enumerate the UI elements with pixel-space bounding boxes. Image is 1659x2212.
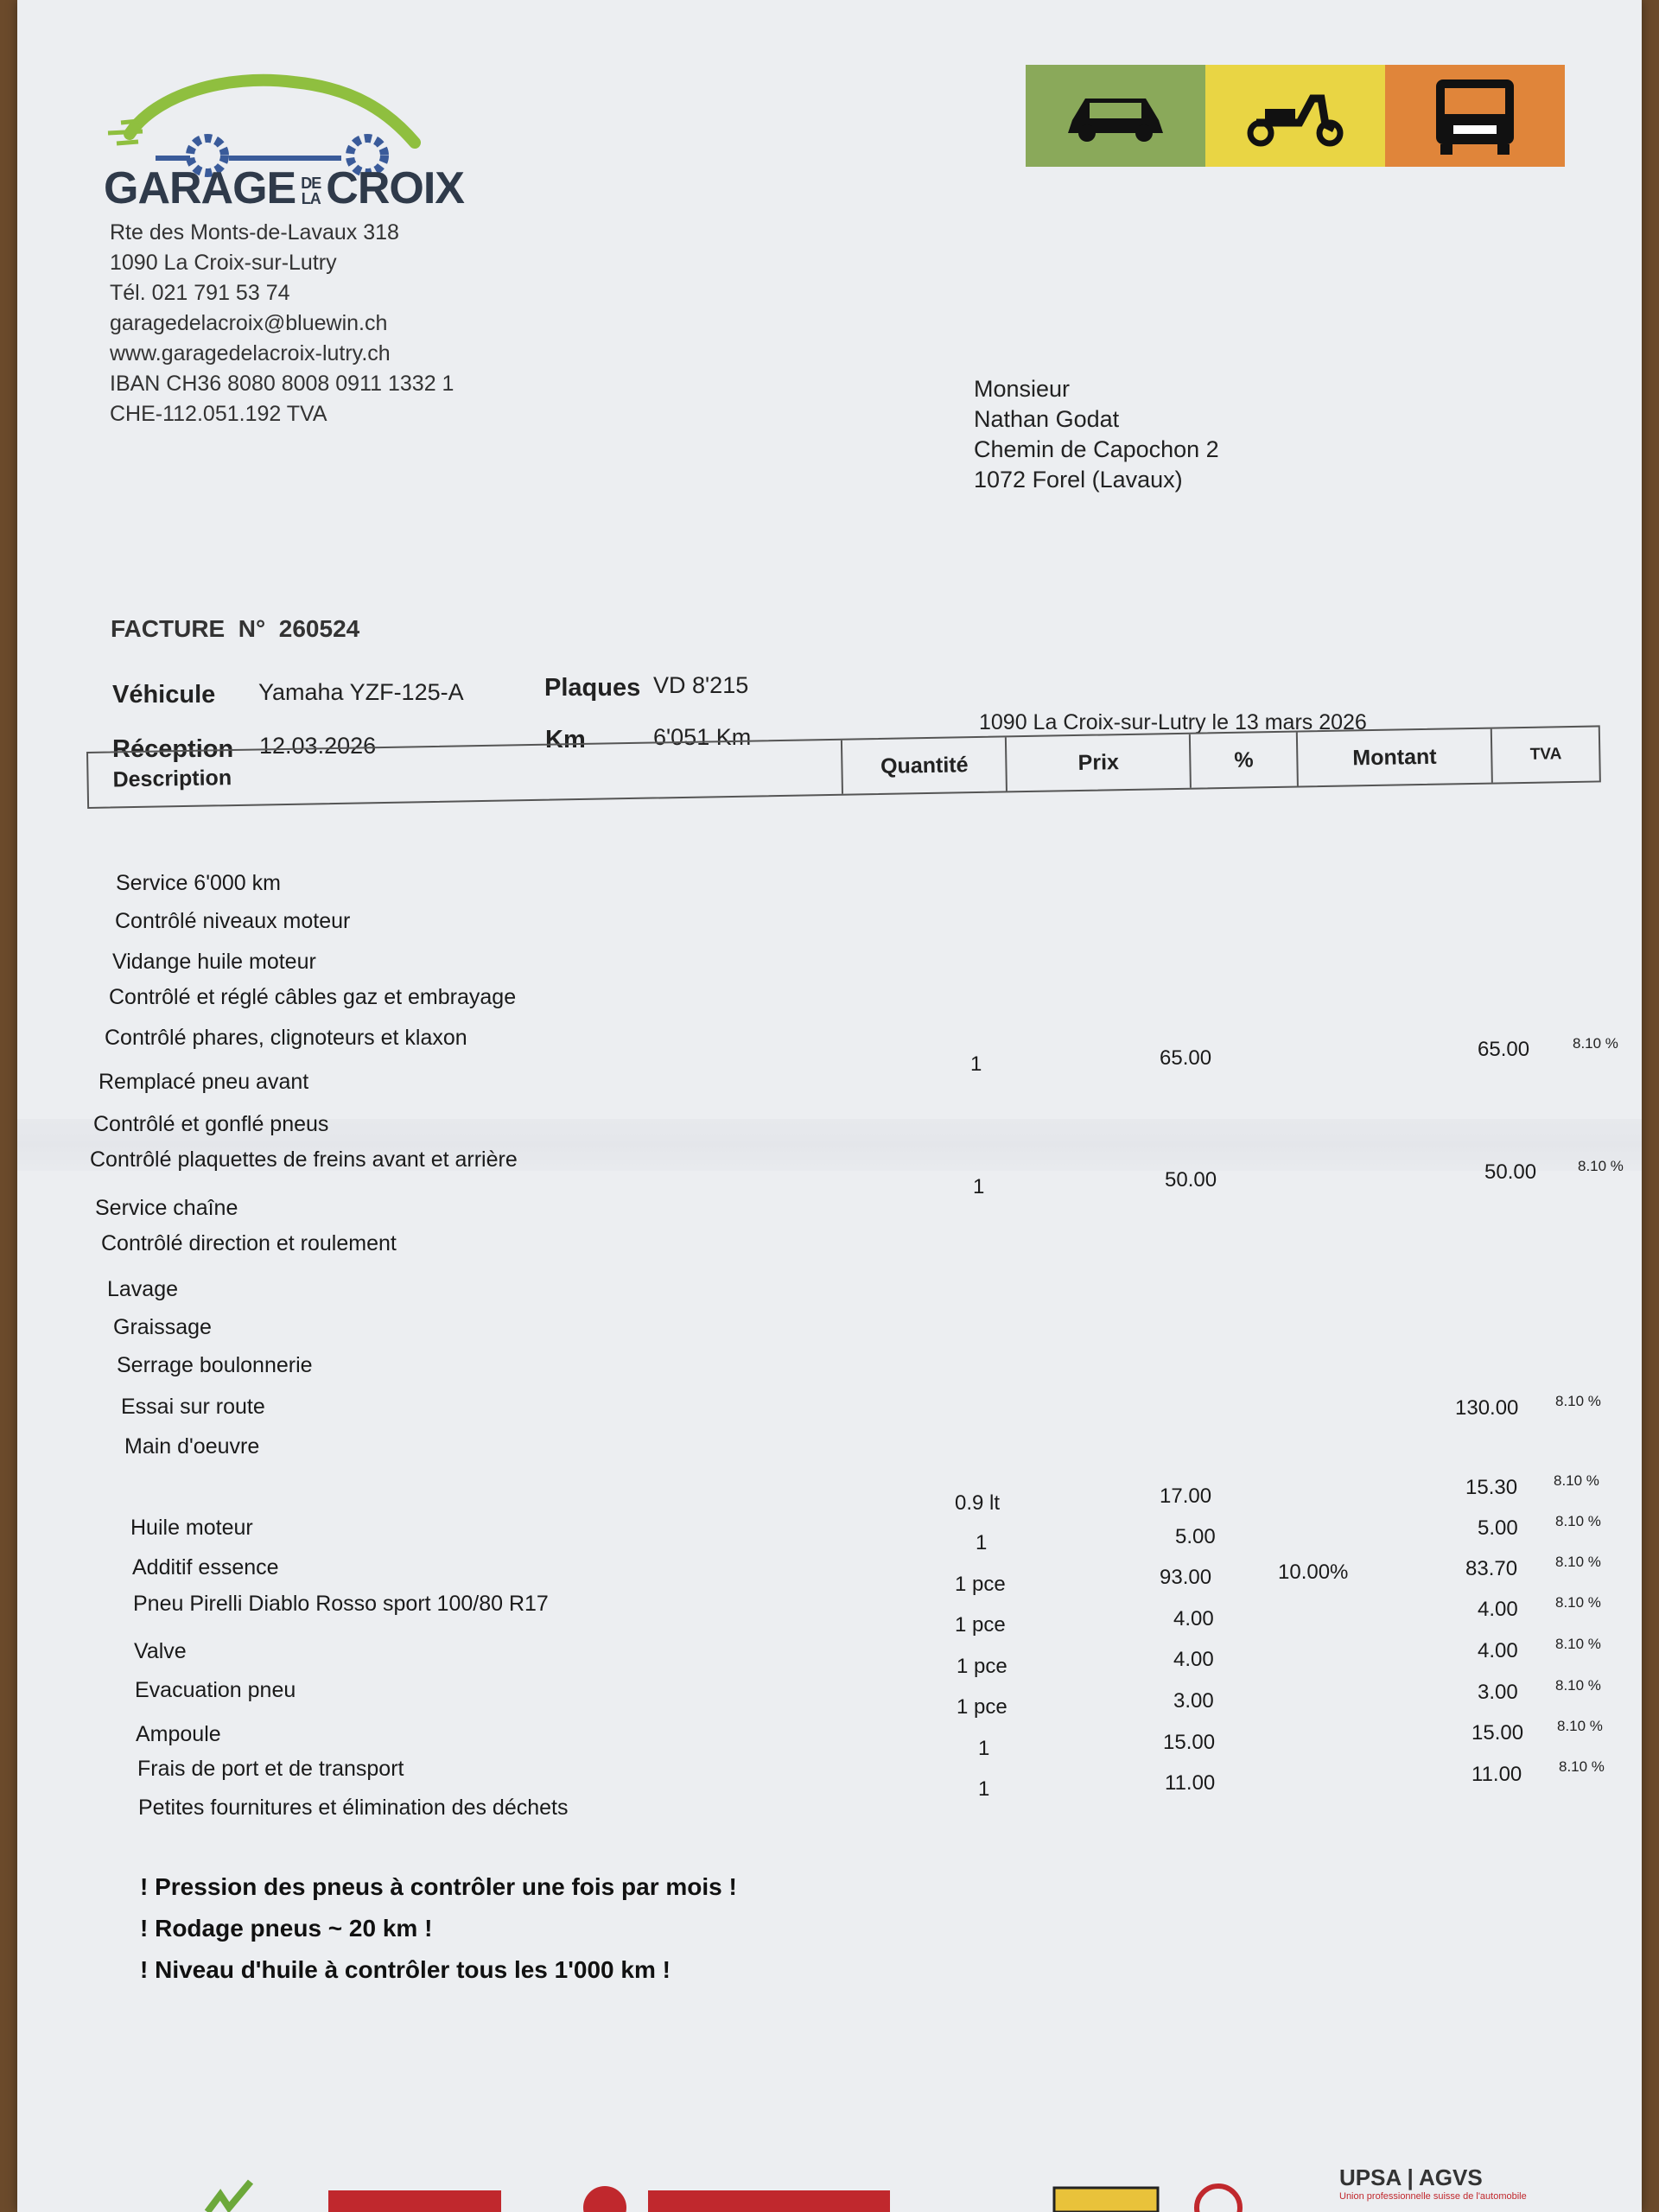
qty-cell: 1 xyxy=(970,1052,982,1076)
amount-cell: 65.00 xyxy=(1478,1038,1530,1061)
scooter-icon xyxy=(1205,65,1385,167)
tva-cell: 8.10 % xyxy=(1555,1554,1601,1570)
price-cell: 65.00 xyxy=(1160,1046,1212,1070)
percent-cell: 10.00% xyxy=(1278,1560,1349,1584)
service-line: Contrôlé plaquettes de freins avant et arrière xyxy=(90,1147,518,1172)
part-desc: Evacuation pneu xyxy=(135,1678,296,1702)
upsa-logo: UPSA | AGVS Union professionnelle suisse de l'automobile xyxy=(1339,2164,1527,2202)
part-desc: Additif essence xyxy=(132,1555,279,1580)
part-desc: Frais de port et de transport xyxy=(137,1757,404,1781)
tva-cell: 8.10 % xyxy=(1555,1513,1601,1529)
car-icon xyxy=(1026,65,1205,167)
service-line: Serrage boulonnerie xyxy=(117,1353,313,1377)
note-line: ! Pression des pneus à contrôler une fois par mois ! xyxy=(140,1873,737,1900)
price-cell: 17.00 xyxy=(1160,1484,1212,1508)
service-line: Contrôlé et réglé câbles gaz et embrayage xyxy=(109,985,517,1009)
amount-cell: 5.00 xyxy=(1478,1516,1518,1540)
qty-cell: 1 xyxy=(976,1531,988,1554)
col-description: Description xyxy=(88,741,843,807)
amount-cell: 50.00 xyxy=(1484,1160,1537,1184)
amount-cell: 130.00 xyxy=(1455,1396,1519,1420)
qty-cell: 1 pce xyxy=(955,1613,1006,1637)
amount-cell: 11.00 xyxy=(1471,1763,1522,1786)
price-cell: 15.00 xyxy=(1163,1731,1216,1754)
price-cell: 4.00 xyxy=(1173,1607,1214,1630)
truck-icon xyxy=(1385,65,1565,167)
tva-cell: 8.10 % xyxy=(1554,1472,1599,1489)
service-line: Service 6'000 km xyxy=(116,871,281,895)
service-line: Remplacé pneu avant xyxy=(99,1070,309,1094)
service-line: Main d'oeuvre xyxy=(124,1434,260,1459)
amount-cell: 83.70 xyxy=(1465,1557,1518,1580)
part-desc: Valve xyxy=(134,1639,187,1663)
amount-cell: 3.00 xyxy=(1478,1681,1518,1704)
amount-cell: 15.30 xyxy=(1465,1476,1518,1499)
col-tva: TVA xyxy=(1529,745,1562,764)
service-line: Contrôlé niveaux moteur xyxy=(115,909,351,933)
part-desc: Huile moteur xyxy=(130,1516,253,1540)
service-line: Contrôlé phares, clignoteurs et klaxon xyxy=(105,1026,467,1050)
tva-cell: 8.10 % xyxy=(1559,1758,1605,1775)
reception-label: Réception xyxy=(112,735,234,763)
price-cell: 3.00 xyxy=(1173,1689,1214,1713)
km-label: Km xyxy=(545,726,586,753)
qty-cell: 0.9 lt xyxy=(955,1491,1001,1515)
part-desc: Pneu Pirelli Diablo Rosso sport 100/80 R17 xyxy=(133,1592,549,1616)
qty-cell: 1 xyxy=(973,1175,985,1198)
invoice-title: FACTURE N° 260524 xyxy=(111,615,360,642)
vehicle-label: Véhicule xyxy=(112,681,216,709)
amount-cell: 4.00 xyxy=(1478,1598,1518,1621)
tva-cell: 8.10 % xyxy=(1555,1393,1601,1409)
price-cell: 5.00 xyxy=(1175,1525,1216,1548)
tva-cell: 8.10 % xyxy=(1557,1718,1603,1734)
garage-name: GARAGE DE LA CROIX xyxy=(104,163,464,213)
care-notes xyxy=(140,1866,737,1991)
qty-cell: 1 pce xyxy=(957,1655,1007,1678)
km-value: 6'051 Km xyxy=(653,724,752,750)
sponsor-logos xyxy=(190,2177,1313,2212)
tva-cell: 8.10 % xyxy=(1555,1677,1601,1694)
note-line: ! Rodage pneus ~ 20 km ! xyxy=(140,1915,433,1942)
plates-label: Plaques xyxy=(544,674,641,702)
amount-cell: 15.00 xyxy=(1471,1721,1524,1745)
col-percent: % xyxy=(1191,733,1299,788)
col-price: Prix xyxy=(1007,734,1192,791)
qty-cell: 1 pce xyxy=(957,1695,1007,1719)
qty-cell: 1 pce xyxy=(955,1573,1006,1596)
service-line: Vidange huile moteur xyxy=(112,950,316,974)
amount-cell: 4.00 xyxy=(1478,1639,1518,1662)
note-line: ! Niveau d'huile à contrôler tous les 1'000 km ! xyxy=(140,1956,671,1983)
garage-address: Rte des Monts-de-Lavaux 318 1090 La Croix-sur-Lutry Tél. 021 791 53 74 garagedelacroix@bluewin.ch www.garagedelacroix-lutry.ch IBAN CH36 8080 8008 0911 1332 1 CHE-112.051.192 TVA xyxy=(110,220,454,426)
part-desc: Petites fournitures et élimination des déchets xyxy=(138,1796,569,1820)
qty-cell: 1 xyxy=(978,1737,990,1760)
tva-cell: 8.10 % xyxy=(1555,1594,1601,1611)
recipient-address: Monsieur Nathan Godat Chemin de Capochon 2 1072 Forel (Lavaux) xyxy=(974,376,1219,493)
service-line: Essai sur route xyxy=(121,1395,265,1419)
invoice-page xyxy=(17,0,1642,2212)
service-line: Lavage xyxy=(107,1277,179,1301)
service-line: Service chaîne xyxy=(95,1196,238,1220)
part-desc: Ampoule xyxy=(136,1722,221,1746)
qty-cell: 1 xyxy=(978,1777,990,1801)
reception-value: 12.03.2026 xyxy=(259,733,377,759)
vehicle-value: Yamaha YZF-125-A xyxy=(258,679,464,705)
plates-value: VD 8'215 xyxy=(653,672,749,698)
price-cell: 4.00 xyxy=(1173,1648,1214,1671)
price-cell: 11.00 xyxy=(1165,1771,1216,1795)
price-cell: 93.00 xyxy=(1160,1566,1212,1589)
tva-cell: 8.10 % xyxy=(1573,1035,1618,1052)
col-quantity: Quantité xyxy=(842,737,1007,793)
service-line: Graissage xyxy=(113,1315,212,1339)
service-line: Contrôlé et gonflé pneus xyxy=(93,1112,329,1136)
service-line: Contrôlé direction et roulement xyxy=(101,1231,397,1255)
tva-cell: 8.10 % xyxy=(1578,1158,1624,1174)
place-date: 1090 La Croix-sur-Lutry le 13 mars 2026 xyxy=(979,710,1367,734)
col-amount: Montant xyxy=(1298,729,1494,786)
price-cell: 50.00 xyxy=(1165,1168,1217,1192)
tva-cell: 8.10 % xyxy=(1555,1636,1601,1652)
vehicle-badges xyxy=(1026,65,1565,167)
